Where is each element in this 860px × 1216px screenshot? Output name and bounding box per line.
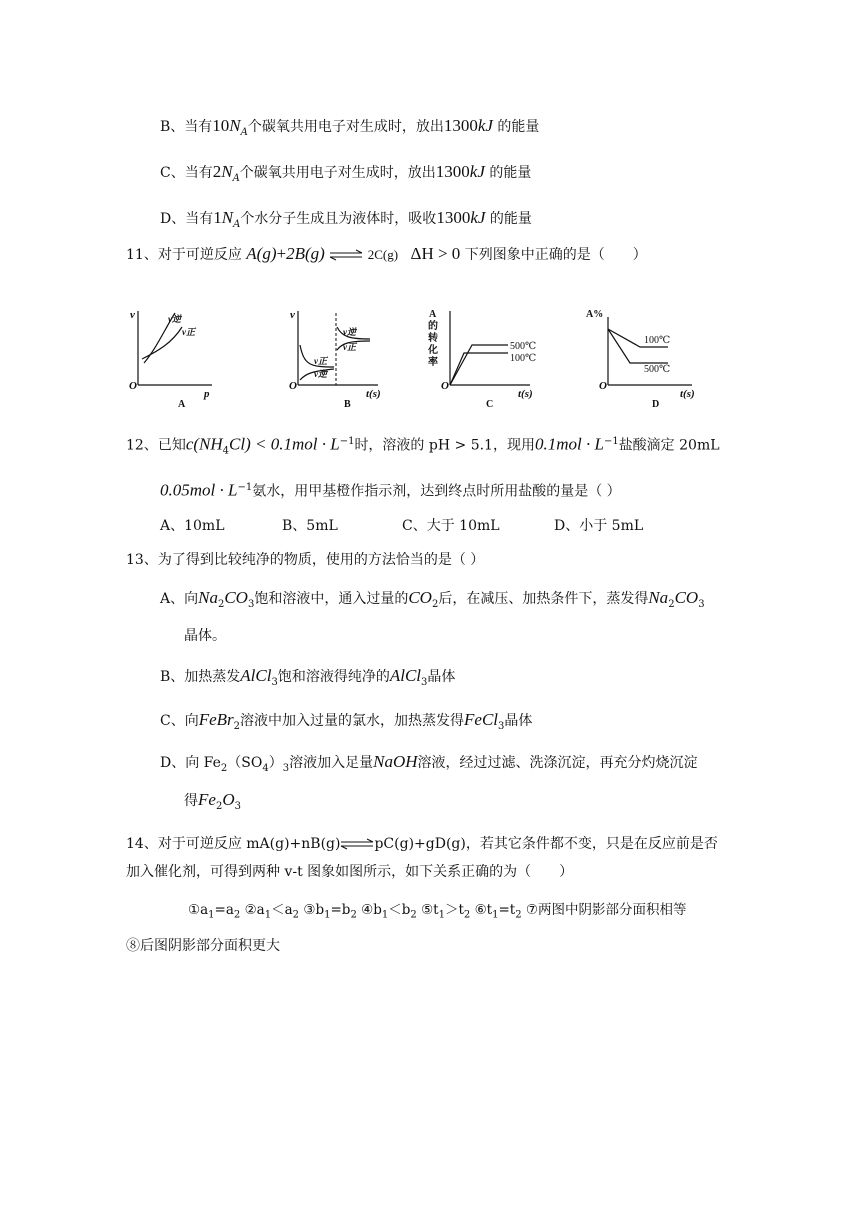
q14-choice-8: ⑧后图阴影部分面积更大 [126,938,280,954]
q12-option-a: A、10mL [160,518,225,534]
graph-d-label-1: 100℃ [644,335,671,346]
q13-stem: 13、为了得到比较纯净的物质，使用的方法恰当的是（ ） [126,552,485,568]
graph-b-label-4: v逆 [314,369,327,379]
graph-c-caption: C [486,399,494,410]
graph-b-origin: O [289,380,297,392]
graph-b-caption: B [344,399,351,410]
graph-a-origin: O [129,380,137,392]
graph-a-y-label: v [130,309,135,321]
equilibrium-arrow-icon [340,838,374,850]
q13-option-b: B、加热蒸发AlCl$_3$饱和溶液得纯净的AlCl$_3$晶体 [160,666,456,688]
q10-option-b: B、当有$10N_A$个碳氧共用电子对生成时，放出1300kJ 的能量 [160,116,540,138]
q13-option-d-line-1: D、向 $Fe_2(SO_4)_3$溶液加入足量NaOH溶液，经过过滤、洗涤沉淀，再充分灼烧沉淀 [160,752,698,774]
q13-option-c: C、向FeBr$_2$溶液中加入过量的氯水，加热蒸发得FeCl$_3$晶体 [160,710,533,732]
q12-option-d: D、小于 5mL [554,518,644,534]
graph-b-y-label: v [290,309,295,321]
equilibrium-arrow-icon [329,249,363,261]
graph-b-label-3: v正 [314,356,327,366]
q14-stem-line-1: 14、对于可逆反应 mA(g)+nB(g) pC(g)+gD(g)，若其它条件都不变，只是在反应前是否 [126,836,718,852]
graph-d-label-2: 500℃ [644,364,671,375]
graph-c [427,309,536,410]
graph-d [586,309,695,410]
graph-d-origin: O [599,380,607,392]
q13-option-a-line-2: 晶体。 [184,628,226,644]
q10-option-c: C、当有$2N_A$个碳氧共用电子对生成时，放出1300kJ 的能量 [160,162,532,184]
graph-b-label-2: v正 [343,342,356,352]
graph-c-y-label-2: 的 [428,321,438,332]
q11-stem: 11、对于可逆反应 A(g)+2B(g) 2C(g) ΔH > 0 下列图象中正确的是（ ） [126,244,647,263]
q12-stem-line-2: $0.05mol \cdot L^{-1}$氨水，用甲基橙作指示剂，达到终点时所用盐酸的量是（ ） [160,480,621,500]
graph-c-origin: O [441,380,449,392]
q13-option-a-line-1: A、向$Na_2CO_3$饱和溶液中，通入过量的$CO_2$后，在减压、加热条件下，蒸发得$Na_2CO_3$ [160,588,705,610]
graph-c-x-label: t(s) [518,388,533,400]
graph-b-label-1: v逆 [343,327,356,337]
graph-c-y-label-5: 率 [428,357,438,368]
graph-c-label-2: 100℃ [510,353,537,364]
graph-c-y-label-4: 化 [428,345,438,356]
graph-a-label-2: v正 [182,327,195,337]
graph-c-y-label-3: 转 [428,333,438,344]
q14-choices: $①a_1=a_2$ $②a_1<a_2$ $③b_1=b_2$ $④b_1<b_2$ $⑤t_1>t_2$ $⑥t_1=t_2$ ⑦两图中阴影部分面积相等 [188,902,687,921]
graph-c-label-1: 500℃ [510,341,537,352]
graph-a-caption: A [178,399,186,410]
q12-stem-line-1: 12、已知$c(NH_4Cl) < 0.1mol \cdot L^{-1}$时，溶液的 pH > 5.1，现用$0.1mol \cdot L^{-1}$盐酸滴定 20mL [126,434,720,457]
graph-c-y-label-1: A [429,309,437,320]
q11-graphs [120,305,720,410]
q13-option-d-line-2: 得$Fe_2O_3$ [184,790,241,812]
graph-b [289,309,381,410]
graph-d-x-label: t(s) [680,388,695,400]
q10-option-d: D、当有$1N_A$个水分子生成且为液体时，吸收1300kJ 的能量 [160,208,532,230]
graph-a [129,309,212,410]
graph-d-caption: D [652,399,660,410]
graph-d-y-label: A% [586,309,604,320]
q14-stem-line-2: 加入催化剂，可得到两种 v-t 图象如图所示，如下关系正确的为（ ） [126,864,574,880]
q12-option-b: B、5mL [282,518,338,534]
graph-a-x-label: p [204,388,210,400]
graph-a-label-1: v逆 [168,314,181,324]
q12-option-c: C、大于 10mL [402,518,500,534]
graph-b-x-label: t(s) [366,388,381,400]
